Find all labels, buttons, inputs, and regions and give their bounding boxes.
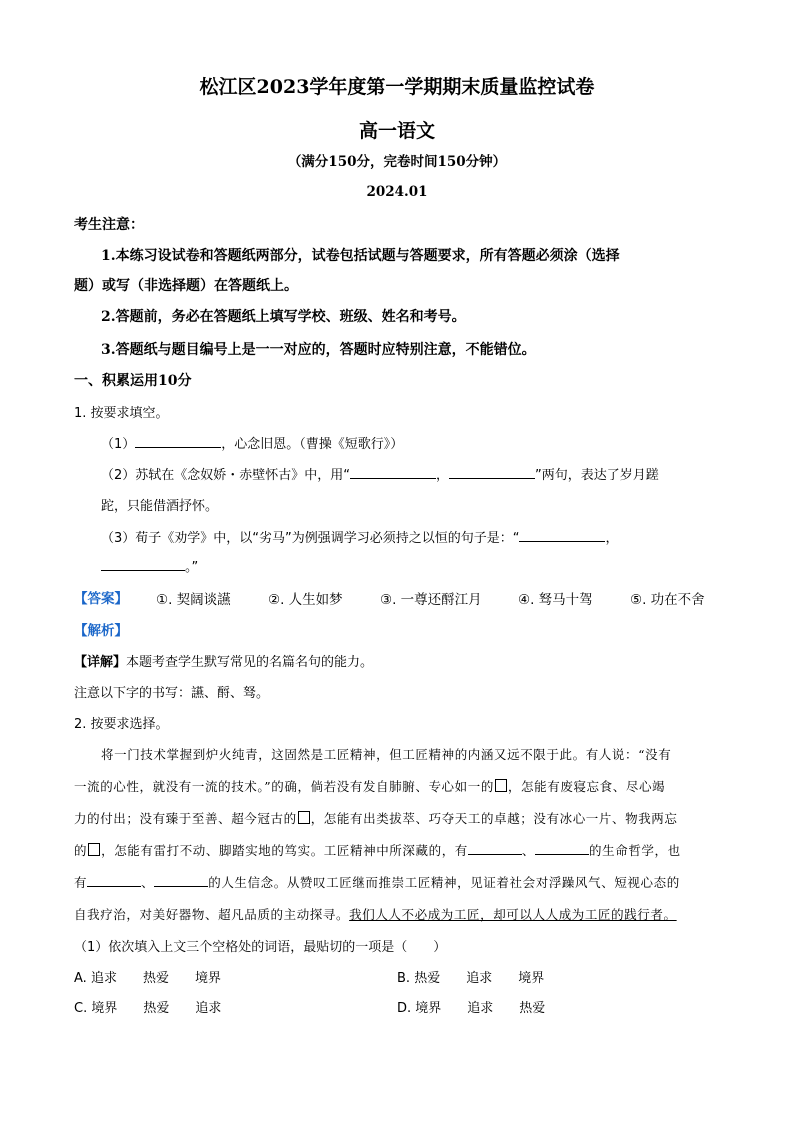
passage-text: 的人生信念。从赞叹工匠继而推崇工匠精神，见证着社会对浮躁风气、短视心态的 — [208, 875, 680, 890]
sub-2-text-b: ”两句，表达了岁月蹉 — [535, 468, 659, 483]
passage-text: 的 — [74, 843, 88, 858]
fill-blank-4 — [519, 527, 605, 542]
subject-title: 高一语文 — [358, 120, 435, 142]
answer-tag: 【答案】 — [74, 591, 128, 607]
question-1-sub-2-line-2: 跎，只能借酒抒怀。 — [101, 499, 219, 514]
passage-text: 、 — [141, 875, 155, 890]
option-c[interactable] — [74, 997, 221, 1016]
passage-line-4 — [74, 841, 681, 859]
notice-item-2: 2.答题前，务必在答题纸上填写学校、班级、姓名和考号。 — [101, 309, 466, 325]
passage-text: 力的付出；没有臻于至善、超今冠古的 — [74, 811, 297, 826]
fill-blank-1 — [135, 433, 221, 448]
exam-date: 2024.01 — [366, 184, 428, 200]
passage-line-3 — [74, 809, 678, 827]
sub-2-separator: ， — [436, 468, 450, 483]
passage-line-2 — [74, 777, 665, 795]
passage-line-6 — [74, 905, 677, 923]
fill-blank-5 — [101, 556, 185, 571]
question-1-sub-1 — [101, 433, 403, 452]
passage-text: 有 — [74, 875, 88, 890]
fill-blank-3 — [449, 464, 535, 479]
blank-box-3 — [88, 843, 100, 856]
sub-3-end: 。” — [185, 560, 199, 575]
passage-text: 一流的心性，就没有一流的技术。”的确，倘若没有发自肺腑、专心如一的 — [74, 779, 494, 794]
option-b-label: B. — [397, 971, 411, 986]
blank-box-1 — [495, 779, 507, 792]
question-2-sub-1: （1）依次填入上文三个空格处的词语，最贴切的一项是（ ） — [74, 940, 447, 955]
underline-blank-4 — [154, 874, 208, 887]
sub-3-comma: ， — [605, 531, 619, 546]
answer-item-2: ②. 人生如梦 — [268, 592, 343, 608]
underline-blank-1 — [468, 842, 522, 855]
detail-tag: 【详解】 — [74, 655, 127, 670]
option-a[interactable] — [74, 967, 221, 986]
answer-item-4: ④. 驽马十驾 — [518, 592, 593, 608]
question-1-sub-3-line-1 — [101, 527, 619, 546]
option-a-label: A. — [74, 971, 87, 986]
answer-row — [74, 587, 128, 607]
underlined-sentence: 我们人人不必成为工匠，却可以人人成为工匠的践行者。 — [349, 907, 677, 922]
sub-1-prefix: （1） — [101, 437, 136, 452]
question-1-sub-3-line-2 — [101, 556, 198, 575]
passage-text: ，怎能有出类拔萃、巧夺天工的卓越；没有冰心一片、物我两忘 — [310, 811, 678, 826]
notice-item-1-line-2: 题）或写（非选择题）在答题纸上。 — [74, 278, 298, 294]
option-b-text: 热爱 追求 境界 — [414, 971, 545, 986]
question-1-sub-2-line-1 — [101, 464, 659, 483]
passage-line-1: 将一门技术掌握到炉火纯青，这固然是工匠精神，但工匠精神的内涵又远不限于此。有人说：“没有 — [101, 747, 672, 762]
analysis-note: 注意以下字的书写：讌、酹、驽。 — [74, 686, 270, 701]
underline-blank-2 — [535, 842, 589, 855]
question-1-stem: 1. 按要求填空。 — [74, 406, 169, 421]
option-a-text: 追求 热爱 境界 — [90, 971, 221, 986]
notice-item-1-line-1: 1.本练习设试卷和答题纸两部分，试卷包括试题与答题要求，所有答题必须涂（选择 — [101, 248, 620, 264]
section-1-heading: 一、积累运用10分 — [74, 373, 192, 389]
sub-2-text-a: （2）苏轼在《念奴娇・赤壁怀古》中，用“ — [101, 468, 351, 483]
option-d-label: D. — [397, 1001, 412, 1016]
passage-text: 自我疗治，对美好器物、超凡品质的主动探寻。 — [74, 907, 350, 922]
option-d-text: 境界 追求 热爱 — [415, 1001, 546, 1016]
option-c-label: C. — [74, 1001, 88, 1016]
answer-item-1: ①. 契阔谈讌 — [156, 592, 231, 608]
exam-title: 松江区2023学年度第一学期期末质量监控试卷 — [199, 76, 595, 98]
blank-box-2 — [298, 811, 310, 824]
option-d[interactable] — [397, 997, 545, 1016]
notice-item-3: 3.答题纸与题目编号上是一一对应的，答题时应特别注意，不能错位。 — [101, 342, 536, 358]
option-b[interactable] — [397, 967, 544, 986]
option-c-text: 境界 热爱 追求 — [91, 1001, 222, 1016]
notice-heading: 考生注意： — [74, 217, 144, 233]
score-note: （满分150分，完卷时间150分钟） — [287, 154, 507, 170]
sub-1-suffix: ，心念旧恩。（曹操《短歌行》） — [221, 437, 404, 452]
passage-text: 、 — [521, 843, 536, 858]
passage-line-5 — [74, 873, 680, 891]
detail-text: 本题考查学生默写常见的名篇名句的能力。 — [126, 655, 374, 670]
passage-text: ，怎能有废寝忘食、尽心竭 — [507, 779, 666, 794]
answer-item-3: ③. 一尊还酹江月 — [380, 592, 482, 608]
passage-text: ，怎能有雷打不动、脚踏实地的笃实。工匠精神中所深藏的，有 — [101, 843, 468, 858]
fill-blank-2 — [350, 464, 436, 479]
analysis-tag: 【解析】 — [74, 623, 128, 639]
underline-blank-3 — [87, 874, 141, 887]
analysis-detail — [74, 651, 373, 670]
passage-text: 的生命哲学，也 — [589, 843, 681, 858]
answer-item-5: ⑤. 功在不舍 — [630, 592, 705, 608]
question-2-stem: 2. 按要求选择。 — [74, 717, 169, 732]
sub-3-text: （3）荀子《劝学》中，以“劣马”为例强调学习必须持之以恒的句子是：“ — [101, 531, 520, 546]
